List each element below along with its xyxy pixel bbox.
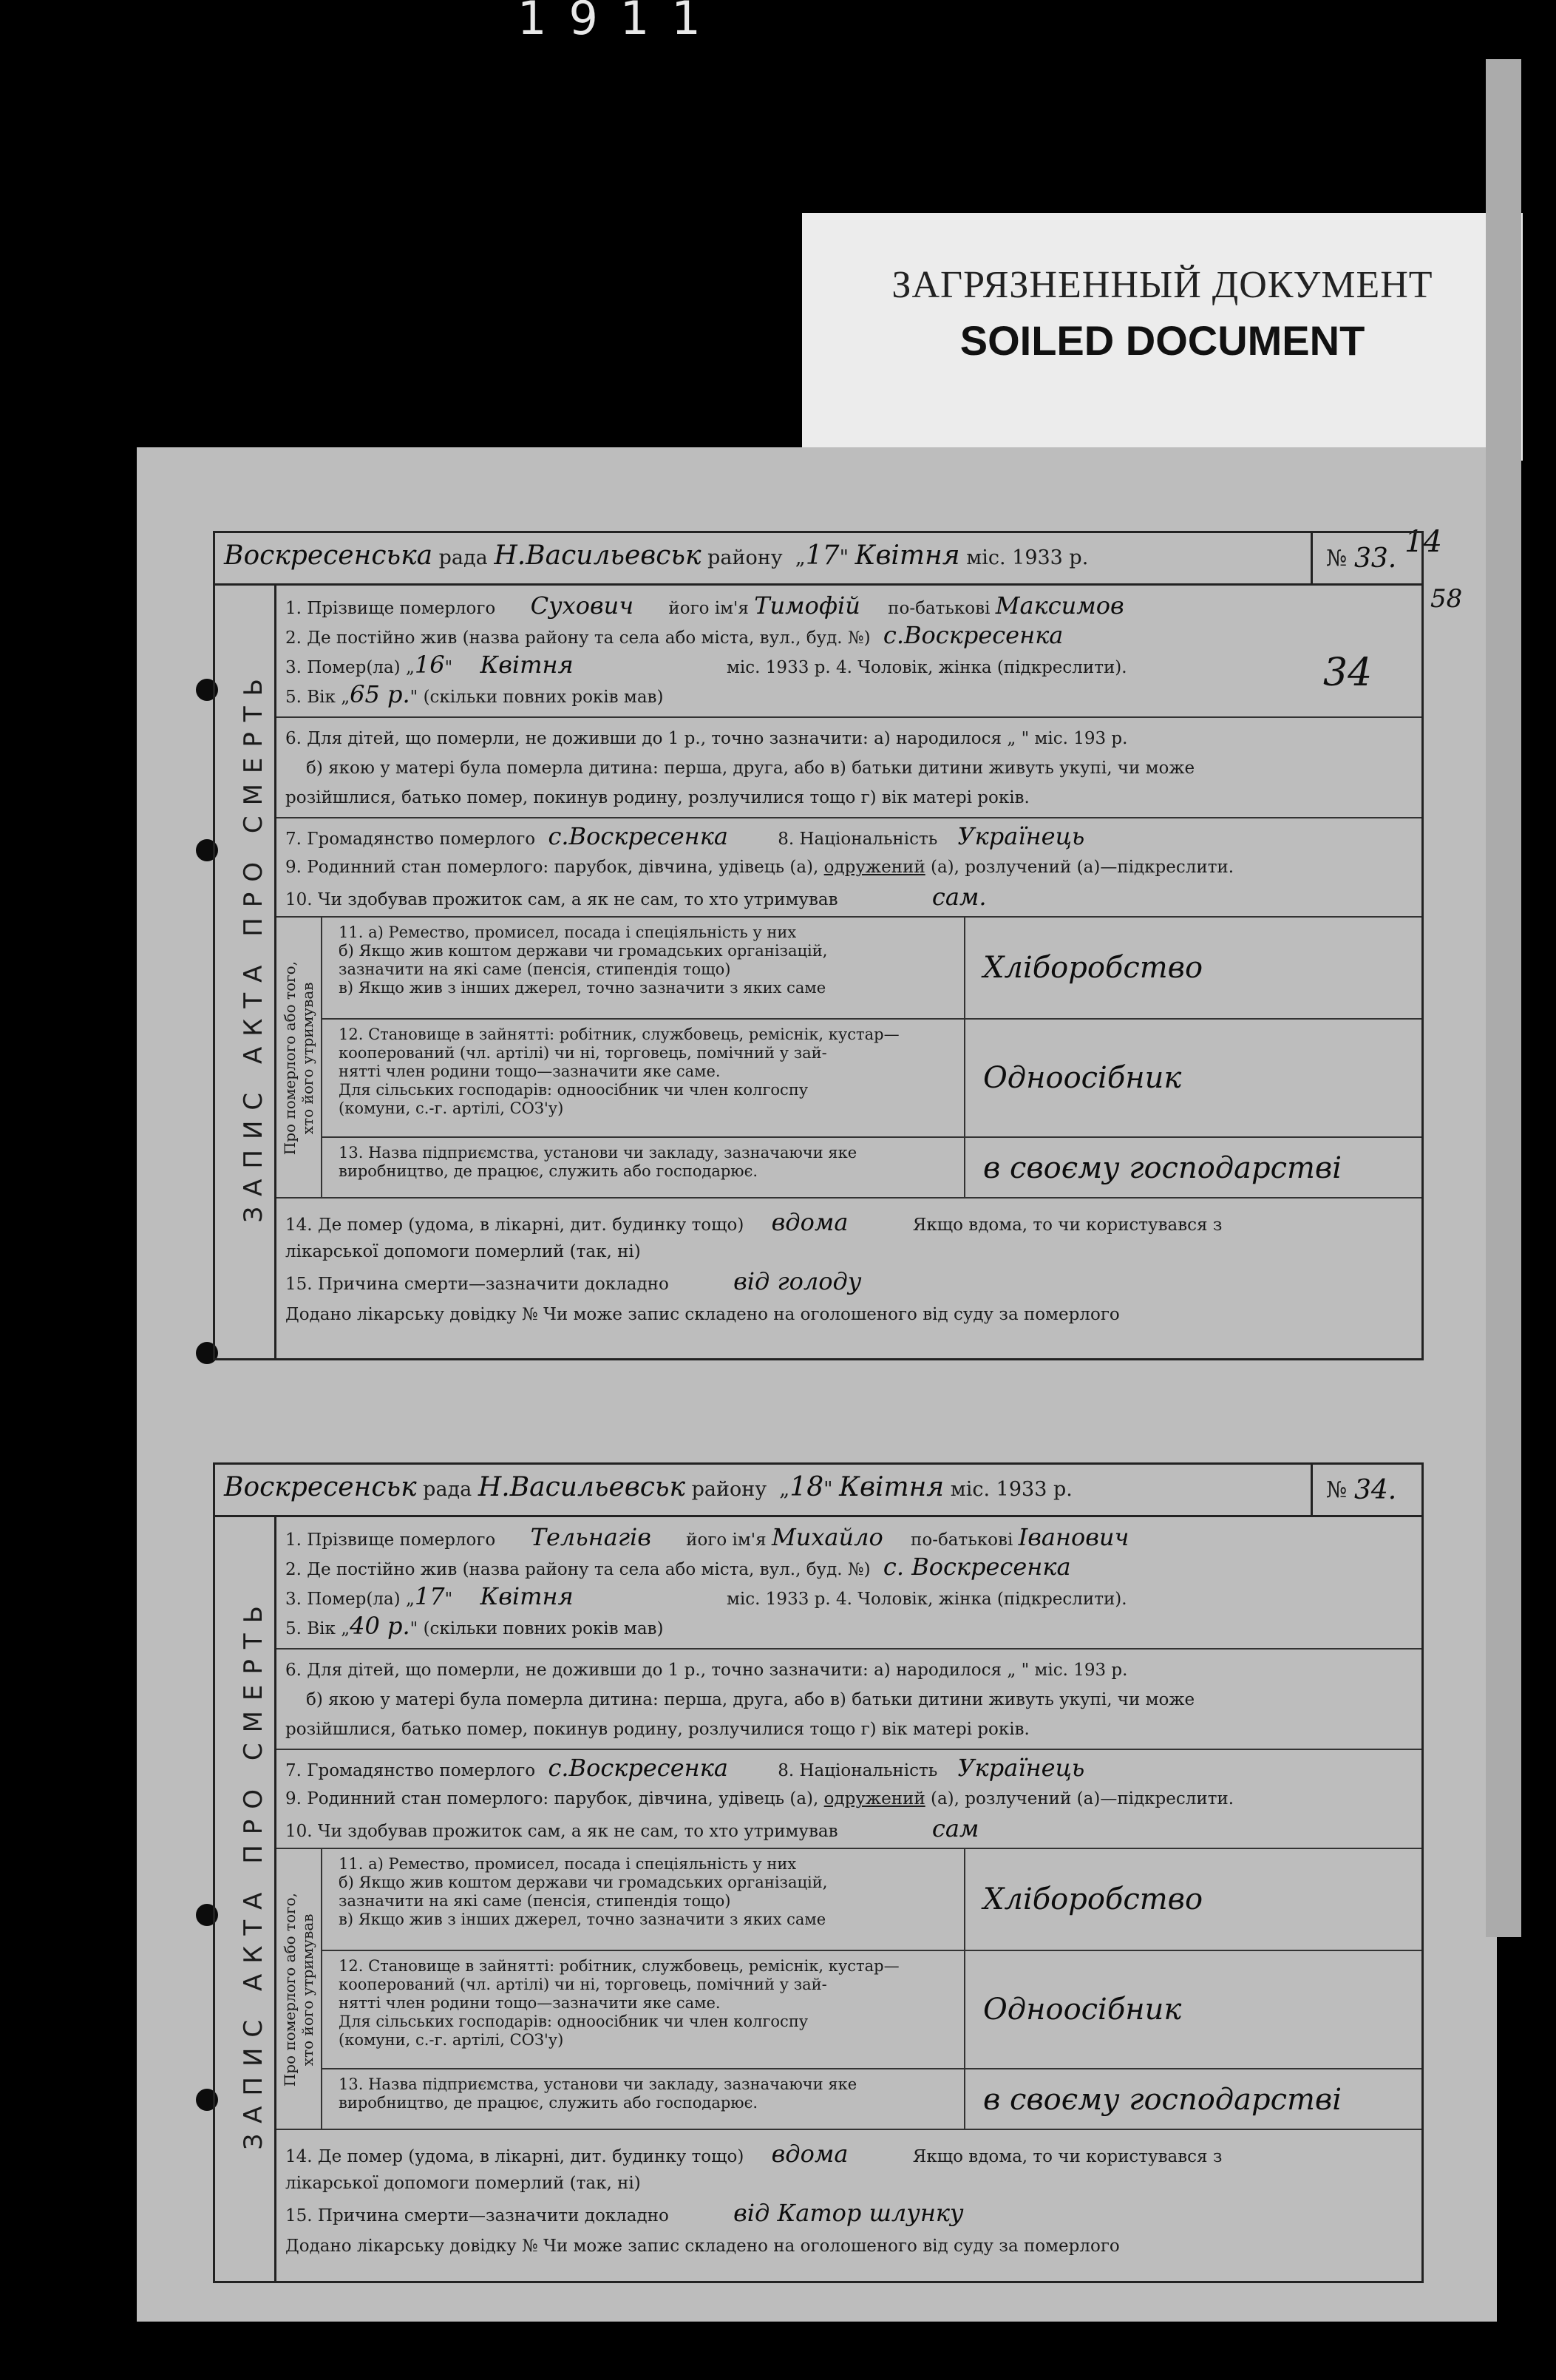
cause-of-death: від голоду [733, 1267, 862, 1295]
field-1-name: 1. Прізвище померлого Сухович його ім'я Тимофій по-батькові Максимов [285, 591, 1124, 620]
occupation-side-label: Про померлого або того, хто його утримував [276, 918, 322, 1199]
supported-by: сам [931, 1814, 979, 1842]
field-6-line-3: розійшлися, батько помер, покинув родину, розлучилися тощо г) вік матері років. [285, 1720, 1030, 1739]
cause-of-death: від Катор шлунку [733, 2199, 964, 2227]
field-6-line-1: 6. Для дітей, що померли, не доживши до 1 р., точно зазначити: а) народилося „ " міс. 193 р. [285, 1661, 1128, 1680]
field-11-text: 11. а) Ремество, промисел, посада і спеціяльність у них б) Якщо жив коштом держави чи громадських організацій, зазначити на які саме (пенсія, стипендія тощо) в) Якщо жив з інших джерел, точно зазначити з яких саме [321, 918, 964, 1020]
field-13-text: 13. Назва підприємства, установи чи закладу, зазначаючи яке виробництво, де працює, служить або господарює. [339, 1144, 857, 1180]
surname: Тельнагів [530, 1523, 651, 1551]
field-7-8: 7. Громадянство померлого с.Воскресенка 8. Національність Українець [285, 822, 1085, 850]
label-raion: району [707, 546, 783, 569]
field-6-line-2: б) якою у матері була померла дитина: перша, друга, або в) батьки дитини живуть укупі, чи може [306, 1690, 1195, 1709]
field-7-8: 7. Громадянство померлого с.Воскресенка 8. Національність Українець [285, 1754, 1085, 1782]
record-number: 34. [1353, 1474, 1397, 1505]
paper-edge [1486, 59, 1521, 1937]
district-name: Н.Васильевськ [478, 1472, 686, 1502]
field-6-line-2: б) якою у матері була померла дитина: перша, друга, або в) батьки дитини живуть укупі, чи може [306, 759, 1195, 778]
record-number: 33. [1353, 543, 1397, 574]
nationality: Українець [957, 1754, 1085, 1782]
occupation-block [276, 1848, 1421, 2130]
label-number: № [1326, 1477, 1348, 1503]
record-header: Воскресенська рада Н.Васильевськ району „17" Квітня міс. 1933 р. № 33. [215, 533, 1421, 586]
patronymic: Іванович [1018, 1523, 1129, 1551]
marital-married: одружений [823, 858, 925, 877]
field-5-age: 5. Вік „65 р." (скільки повних років мав) [285, 680, 664, 708]
label-rada: рада [423, 1478, 472, 1501]
record-vertical-title: ЗАПИС АКТА ПРО СМЕРТЬ [239, 1596, 268, 2150]
citizenship: с.Воскресенка [548, 822, 728, 850]
death-day: 17 [414, 1582, 445, 1610]
field-14-line-2: лікарської допомоги померлий (так, ні) [285, 2174, 641, 2193]
field-12-text: 12. Становище в зайнятті: робітник, службовець, реміснік, кустар— кооперований (чл. артілі) чи ні, торговець, помічний у зай- нятті член родини тощо—зазначити яке саме. Для сільських господарів: одноосібник чи член колгоспу (комуни, с.-г. артілі, СОЗ'у) [321, 1020, 964, 1138]
record-year: 1933 р. [996, 1478, 1073, 1501]
record-day: 18 [789, 1472, 824, 1502]
record-vertical-title: ЗАПИС АКТА ПРО СМЕРТЬ [239, 668, 268, 1223]
label-raion: району [691, 1478, 767, 1501]
field-11-answer: Хліборобство [964, 1849, 1421, 1951]
record-body [274, 1515, 1421, 2281]
label-mis: міс. [966, 546, 1006, 569]
label-number: № [1326, 545, 1348, 572]
citizenship: с.Воскресенка [548, 1754, 728, 1782]
death-record-33 [213, 531, 1424, 1360]
surname: Сухович [530, 591, 634, 620]
field-3-date-of-death: 3. Помер(ла) „17" Квітня міс. 1933 р. 4. Чоловік, жінка (підкреслити). [285, 1582, 1127, 1610]
occupation-block [276, 916, 1421, 1199]
field-12-answer: Одноосібник [964, 1020, 1421, 1138]
occupation-side-label: Про померлого або того, хто його утримував [276, 1849, 322, 2130]
residence: с.Воскресенка [883, 621, 1064, 649]
place-of-death: вдома [771, 2140, 849, 2168]
record-month: Квітня [855, 540, 960, 571]
field-2-residence: 2. Де постійно жив (назва району та села або міста, вул., буд. №) с. Воскресенка [285, 1553, 1071, 1581]
record-day: 17 [805, 540, 840, 571]
field-12-text: 12. Становище в зайнятті: робітник, службовець, реміснік, кустар— кооперований (чл. артілі) чи ні, торговець, помічний у зай- нятті член родини тощо—зазначити яке саме. Для сільських господарів: одноосібник чи член колгоспу (комуни, с.-г. артілі, СОЗ'у) [321, 1951, 964, 2069]
council-name: Воскресенськ [224, 1472, 417, 1502]
record-month: Квітня [839, 1472, 945, 1502]
age: 40 р. [350, 1612, 410, 1640]
field-10-support: 10. Чи здобував прожиток сам, а як не сам, то хто утримував сам [285, 1814, 979, 1842]
residence: с. Воскресенка [883, 1553, 1071, 1581]
council-name: Воскресенська [224, 540, 433, 571]
nationality: Українець [957, 822, 1085, 850]
record-number-box [1311, 533, 1421, 583]
patronymic: Максимов [995, 591, 1124, 620]
field-15-cause: 15. Причина смерти—зазначити докладно від Катор шлунку [285, 2199, 964, 2227]
place-of-death: вдома [771, 1208, 849, 1236]
death-record-34 [213, 1462, 1424, 2283]
death-month: Квітня [480, 651, 574, 679]
field-15-cause: 15. Причина смерти—зазначити докладно від голоду [285, 1267, 862, 1295]
district-name: Н.Васильевськ [494, 540, 701, 571]
field-14-place: 14. Де помер (удома, в лікарні, дит. будинку тощо) вдома Якщо вдома, то чи користувався з [285, 1208, 1223, 1236]
field-11-text: 11. а) Ремество, промисел, посада і спеціяльність у них б) Якщо жив коштом держави чи громадських організацій, зазначити на які саме (пенсія, стипендія тощо) в) Якщо жив з інших джерел, точно зазначити з яких саме [321, 1849, 964, 1951]
label-rada: рада [438, 546, 488, 569]
field-6-line-1: 6. Для дітей, що померли, не доживши до 1 р., точно зазначити: а) народилося „ " міс. 193 р. [285, 729, 1128, 748]
field-9-marital: 9. Родинний стан померлого: парубок, дівчина, удівець (а), одружений (а), розлучений (а)—підкреслити. [285, 1789, 1234, 1808]
record-year: 1933 р. [1012, 546, 1089, 569]
field-14-line-2: лікарської допомоги померлий (так, ні) [285, 1242, 641, 1261]
field-13-text: 13. Назва підприємства, установи чи закладу, зазначаючи яке виробництво, де працює, служить або господарює. [339, 2075, 857, 2112]
age: 65 р. [350, 680, 410, 708]
field-5-age: 5. Вік „40 р." (скільки повних років мав) [285, 1612, 664, 1640]
field-2-residence: 2. Де постійно жив (назва району та села або міста, вул., буд. №) с.Воскресенка [285, 621, 1064, 649]
field-13-answer: в своєму господарстві [964, 2069, 1421, 2130]
first-name: Тимофій [754, 591, 860, 620]
first-name: Михайло [771, 1523, 883, 1551]
field-10-support: 10. Чи здобував прожиток сам, а як не сам, то хто утримував сам. [285, 883, 987, 911]
margin-note: 34 [1323, 651, 1373, 695]
death-day: 16 [414, 651, 445, 679]
soiled-document-stamp [802, 213, 1523, 461]
field-9-marital: 9. Родинний стан померлого: парубок, дівчина, удівець (а), одружений (а), розлучений (а)—підкреслити. [285, 858, 1234, 877]
field-13-answer: в своєму господарстві [964, 1138, 1421, 1199]
margin-note: 58 [1430, 584, 1463, 614]
label-mis: міс. [950, 1478, 991, 1501]
supported-by: сам. [931, 883, 987, 911]
field-certificate: Додано лікарську довідку № Чи може запис складено на оголошеного від суду за померлого [285, 1305, 1120, 1324]
field-11-answer: Хліборобство [964, 918, 1421, 1020]
record-body [274, 583, 1421, 1358]
marital-married: одружений [823, 1789, 925, 1808]
archive-sheet-number: 1911 [517, 0, 723, 37]
field-14-place: 14. Де помер (удома, в лікарні, дит. будинку тощо) вдома Якщо вдома, то чи користувався з [285, 2140, 1223, 2168]
field-12-answer: Одноосібник [964, 1951, 1421, 2069]
margin-note: 14 [1404, 525, 1442, 559]
stamp-text-en: SOILED DOCUMENT [959, 317, 1365, 364]
record-header: Воскресенськ рада Н.Васильевськ району „18" Квітня міс. 1933 р. № 34. [215, 1465, 1421, 1517]
field-certificate: Додано лікарську довідку № Чи може запис складено на оголошеного від суду за померлого [285, 2237, 1120, 2256]
field-6-line-3: розійшлися, батько помер, покинув родину, розлучилися тощо г) вік матері років. [285, 788, 1030, 807]
stamp-text-ru: ЗАГРЯЗНЕННЫЙ ДОКУМЕНТ [891, 264, 1433, 306]
record-number-box [1311, 1465, 1421, 1515]
field-3-date-of-death: 3. Помер(ла) „16" Квітня міс. 1933 р. 4. Чоловік, жінка (підкреслити). [285, 651, 1127, 679]
field-1-name: 1. Прізвище померлого Тельнагів його ім'я Михайло по-батькові Іванович [285, 1523, 1129, 1551]
death-month: Квітня [480, 1582, 574, 1610]
